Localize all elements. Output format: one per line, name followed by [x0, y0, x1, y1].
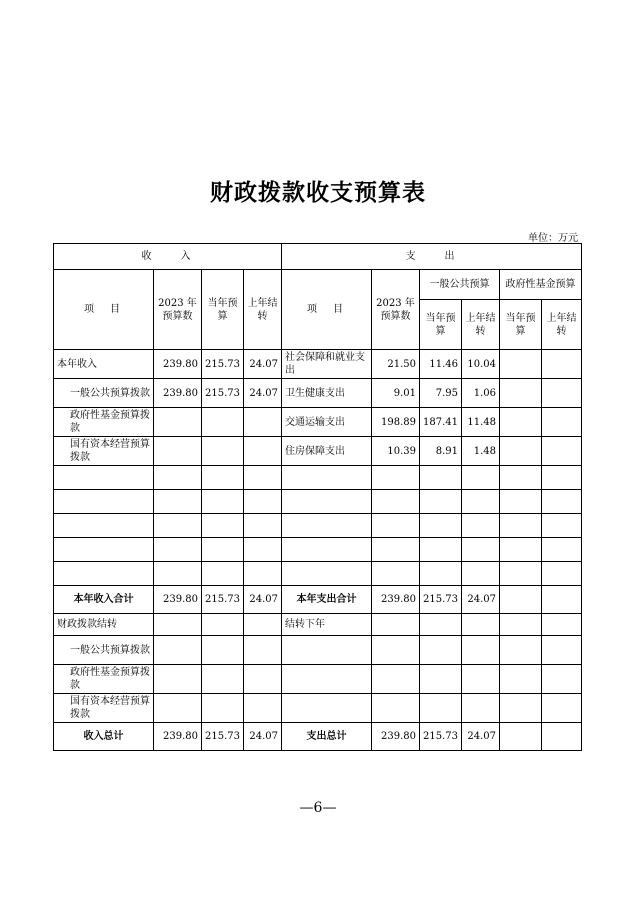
- income-item: 国有资本经营预算拨款: [54, 437, 154, 466]
- gf-current-header: 当年预算: [500, 300, 542, 350]
- income-item: 本年收入: [54, 350, 154, 379]
- gf-carry: [542, 408, 582, 437]
- gf-carry: [542, 437, 582, 466]
- gp-current: 7.95: [420, 379, 462, 408]
- income-subtotal-label: 本年收入合计: [54, 586, 154, 614]
- gf-carry: [542, 350, 582, 379]
- table-row: [54, 694, 582, 723]
- expense-item: 交通运输支出: [282, 408, 372, 437]
- expense-item: 卫生健康支出: [282, 379, 372, 408]
- income-total: 239.80: [154, 350, 202, 379]
- income-item: 政府性基金预算拨款: [54, 665, 154, 694]
- expense-subtotal-label: 本年支出合计: [282, 586, 372, 614]
- table-row: [54, 408, 582, 437]
- budget-table: [53, 243, 582, 751]
- table-row: [54, 636, 582, 665]
- income-current: 215.73: [202, 723, 244, 751]
- gf-current: [500, 350, 542, 379]
- expense-total: 9.01: [372, 379, 420, 408]
- page-title: 财政拨款收支预算表: [210, 179, 426, 206]
- income-total: [154, 437, 202, 466]
- income-carryover-header: 上年结转: [244, 270, 282, 350]
- income-header: 收 入: [54, 244, 282, 270]
- income-item: 一般公共预算拨款: [54, 379, 154, 408]
- income-current-header: 当年预算: [202, 270, 244, 350]
- income-budget2023-header: 2023 年预算数: [154, 270, 202, 350]
- empty-row: [54, 514, 582, 538]
- expense-header: 支 出: [282, 244, 582, 270]
- income-total: [154, 408, 202, 437]
- total-row: [54, 723, 582, 751]
- income-item: 政府性基金预算拨款: [54, 408, 154, 437]
- income-item: 一般公共预算拨款: [54, 636, 154, 665]
- gp-current-header: 当年预算: [420, 300, 462, 350]
- gf-current: [500, 437, 542, 466]
- income-total: 239.80: [154, 379, 202, 408]
- gp-carry: 1.48: [462, 437, 500, 466]
- gp-carry: 11.48: [462, 408, 500, 437]
- income-current: [202, 408, 244, 437]
- income-total-label: 收入总计: [54, 723, 154, 751]
- unit-label: 单位：万元: [528, 233, 578, 244]
- expense-item: 结转下年: [282, 614, 372, 636]
- income-item: 财政拨款结转: [54, 614, 154, 636]
- expense-item: [282, 636, 372, 665]
- gp-carry: 1.06: [462, 379, 500, 408]
- table-row: [54, 665, 582, 694]
- expense-total: 198.89: [372, 408, 420, 437]
- income-carry: [244, 437, 282, 466]
- expense-item: 住房保障支出: [282, 437, 372, 466]
- expense-item-header: 项 目: [282, 270, 372, 350]
- expense-item: [282, 694, 372, 723]
- table-row: [54, 437, 582, 466]
- expense-item: [282, 665, 372, 694]
- income-carry: 24.07: [244, 586, 282, 614]
- gp-current: 215.73: [420, 723, 462, 751]
- expense-total: 239.80: [372, 586, 420, 614]
- empty-row: [54, 490, 582, 514]
- expense-budget2023-header: 2023 年预算数: [372, 270, 420, 350]
- income-item-header: 项 目: [54, 270, 154, 350]
- gp-carry: 24.07: [462, 586, 500, 614]
- income-carry: 24.07: [244, 379, 282, 408]
- income-total: 239.80: [154, 723, 202, 751]
- header-row-2: [54, 270, 582, 300]
- subtotal-row: [54, 586, 582, 614]
- gp-current: 215.73: [420, 586, 462, 614]
- income-current: 215.73: [202, 350, 244, 379]
- gp-current: 187.41: [420, 408, 462, 437]
- gp-carry-header: 上年结转: [462, 300, 500, 350]
- gp-carry: 10.04: [462, 350, 500, 379]
- gp-carry: 24.07: [462, 723, 500, 751]
- gov-fund-header: 政府性基金预算: [500, 270, 582, 300]
- income-carry: 24.07: [244, 350, 282, 379]
- expense-total: 21.50: [372, 350, 420, 379]
- income-carry: [244, 408, 282, 437]
- expense-total: 239.80: [372, 723, 420, 751]
- gf-carry-header: 上年结转: [542, 300, 582, 350]
- income-current: 215.73: [202, 586, 244, 614]
- gf-current: [500, 379, 542, 408]
- expense-total: 10.39: [372, 437, 420, 466]
- income-current: [202, 437, 244, 466]
- general-public-header: 一般公共预算: [420, 270, 500, 300]
- gp-current: 8.91: [420, 437, 462, 466]
- expense-total-label: 支出总计: [282, 723, 372, 751]
- empty-row: [54, 466, 582, 490]
- table-row: [54, 350, 582, 379]
- expense-item: 社会保障和就业支出: [282, 350, 372, 379]
- income-carry: 24.07: [244, 723, 282, 751]
- gf-current: [500, 408, 542, 437]
- income-item: 国有资本经营预算拨款: [54, 694, 154, 723]
- gp-current: 11.46: [420, 350, 462, 379]
- table-row: [54, 379, 582, 408]
- page-number: —6—: [299, 800, 337, 816]
- table-row: [54, 614, 582, 636]
- income-total: 239.80: [154, 586, 202, 614]
- empty-row: [54, 562, 582, 586]
- header-row-1: [54, 244, 582, 270]
- empty-row: [54, 538, 582, 562]
- income-current: 215.73: [202, 379, 244, 408]
- gf-carry: [542, 379, 582, 408]
